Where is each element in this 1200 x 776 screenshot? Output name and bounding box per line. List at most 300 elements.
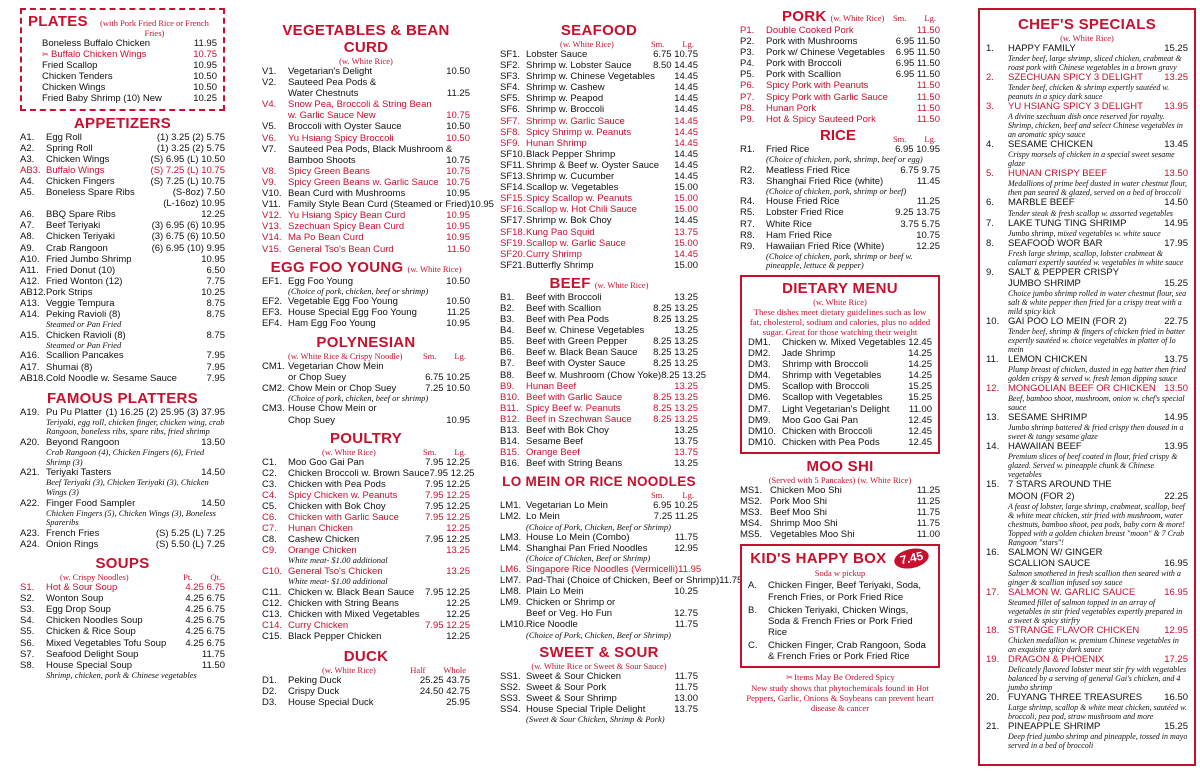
item-code: A24. bbox=[20, 538, 40, 550]
item-price: 7.95 bbox=[206, 372, 225, 384]
menu-item bbox=[262, 166, 470, 177]
menu-item bbox=[262, 77, 470, 88]
column-1 bbox=[20, 8, 225, 770]
item-description: (Choice of chicken, pork, shrimp or beef) bbox=[766, 185, 907, 196]
item-code: SF8. bbox=[500, 126, 521, 138]
item-code: 18. bbox=[986, 624, 1000, 636]
item-name: Hunan Pork bbox=[766, 102, 817, 114]
item-code: C7. bbox=[262, 523, 277, 535]
duck-col-whole: Whole bbox=[443, 665, 466, 676]
item-code: 1. bbox=[986, 43, 994, 54]
menu-item bbox=[500, 138, 698, 149]
item-name: Spring Roll bbox=[46, 142, 93, 154]
menu-item bbox=[20, 638, 225, 649]
item-price: 13.50 bbox=[1164, 383, 1188, 395]
menu-item bbox=[20, 176, 225, 187]
item-code: V14. bbox=[262, 232, 282, 244]
menu-item bbox=[20, 143, 225, 154]
menu-item bbox=[20, 582, 225, 593]
item-name: Chicken with String Beans bbox=[288, 597, 399, 609]
item-name: Chicken or Shrimp or bbox=[526, 597, 616, 609]
menu-item bbox=[20, 276, 225, 287]
menu-item bbox=[986, 441, 1188, 452]
item-code: A20. bbox=[20, 437, 40, 448]
item-name: PINEAPPLE SHRIMP bbox=[1008, 721, 1101, 733]
item-name: Orange Beef bbox=[526, 447, 580, 459]
item-name: Spicy Pork with Peanuts bbox=[766, 80, 869, 92]
menu-item bbox=[20, 198, 225, 209]
item-name: Chow Mein or Chop Suey bbox=[288, 382, 397, 394]
item-code: A19. bbox=[20, 406, 40, 418]
item-name: Hot & Sour Soup bbox=[46, 582, 118, 594]
item-description: Tender beef, shrimp & fingers of chicken fried in batter expertly sautéed w. choice vegetables in platter of lo mein bbox=[1008, 327, 1186, 355]
item-name: Veggie Tempura bbox=[46, 297, 115, 309]
menu-item bbox=[262, 686, 470, 697]
item-price: 14.45 bbox=[674, 159, 698, 171]
item-description: Beef Teriyaki (3), Chicken Teriyaki (3), Chicken Wings (3) bbox=[46, 477, 209, 497]
item-name: General Tso's Chicken bbox=[288, 566, 383, 578]
menu-item bbox=[500, 597, 698, 608]
item-name: Orange Chicken bbox=[288, 545, 357, 557]
item-price: 8.25 13.25 bbox=[653, 314, 698, 326]
menu-item bbox=[262, 221, 470, 232]
menu-item bbox=[740, 92, 940, 103]
item-name: Crispy Duck bbox=[288, 686, 340, 698]
item-name: SALMON W. GARLIC SAUCE bbox=[1008, 586, 1136, 598]
item-price: 15.25 bbox=[908, 392, 932, 404]
item-code bbox=[262, 372, 288, 383]
item-price: 10.75 bbox=[446, 176, 470, 188]
item-name: Fried Baby Shrimp (10) New bbox=[42, 93, 162, 105]
item-description: (Choice of pork, chicken, beef or shrimp) bbox=[288, 285, 429, 296]
item-code: EF4. bbox=[262, 318, 283, 330]
menu-item bbox=[500, 160, 698, 171]
item-code: S4. bbox=[20, 615, 35, 627]
item-name: Mixed Vegetables Tofu Soup bbox=[46, 637, 167, 649]
item-code: SF21. bbox=[500, 259, 526, 271]
menu-item bbox=[986, 587, 1188, 598]
item-description: White meat- $1.00 additional bbox=[288, 576, 388, 587]
menu-item bbox=[20, 265, 225, 276]
pork-subtitle: (w. White Rice) bbox=[830, 13, 885, 23]
dietary-subtitle: (w. White Rice) bbox=[813, 296, 867, 307]
item-name: Chicken Wings bbox=[42, 82, 106, 94]
menu-item bbox=[500, 116, 698, 127]
menu-item bbox=[262, 523, 470, 534]
item-price: 10.95 bbox=[446, 232, 470, 244]
item-name: White Rice bbox=[766, 218, 812, 230]
menu-item bbox=[20, 362, 225, 373]
kids-option bbox=[748, 640, 932, 662]
item-code: R5. bbox=[740, 207, 755, 219]
lomein-col-sm: Sm. bbox=[650, 490, 665, 501]
item-description: Teriyaki, egg roll, chicken finger, chicken wing, crab Rangoon, boneless ribs, spare ribs, fried shrimp bbox=[46, 416, 225, 437]
item-price: 7.95 12.25 bbox=[425, 456, 470, 468]
item-price: 14.25 bbox=[908, 370, 932, 382]
item-price: 8.50 14.45 bbox=[653, 60, 698, 72]
item-name: JUMBO SHRIMP bbox=[1008, 277, 1081, 289]
item-price: (S) 5.50 (L) 7.25 bbox=[155, 538, 225, 550]
kids-option-code: A. bbox=[748, 580, 757, 592]
item-code: LM9. bbox=[500, 597, 522, 609]
item-description: Deep fried jumbo shrimp and pineapple, tossed in mayo served in a bed of broccoli bbox=[1008, 732, 1188, 751]
item-price: (6) 6.95 (10) 9.95 bbox=[151, 242, 225, 254]
menu-item bbox=[740, 529, 940, 540]
menu-item bbox=[500, 127, 698, 138]
item-code bbox=[500, 608, 526, 619]
item-code: DM3. bbox=[748, 359, 771, 371]
menu-item bbox=[986, 491, 1188, 502]
polynesian-subtitle: (w. White Rice & Crispy Noodle) bbox=[288, 350, 403, 361]
item-name: Crab Rangoon bbox=[46, 242, 108, 254]
item-price: 10.50 bbox=[193, 82, 217, 94]
item-name: Sweet & Sour Shrimp bbox=[526, 693, 617, 705]
item-price: 7.95 12.25 bbox=[425, 620, 470, 632]
menu-item bbox=[20, 373, 225, 384]
item-description: Crab Rangoon (4), Chicken Fingers (6), Fried Shrimp (3) bbox=[46, 447, 205, 467]
plates-section bbox=[20, 8, 225, 111]
menu-item bbox=[262, 631, 470, 642]
item-code: SF2. bbox=[500, 60, 521, 72]
item-code: R7. bbox=[740, 218, 755, 230]
item-code: D2. bbox=[262, 686, 277, 698]
item-name: Pu Pu Platter bbox=[46, 406, 102, 418]
vegetables-subtitle: (w. White Rice) bbox=[339, 56, 393, 66]
item-name: Ma Po Bean Curd bbox=[288, 232, 364, 244]
item-code: A4. bbox=[20, 175, 35, 187]
item-code: CM2. bbox=[262, 382, 285, 394]
kids-option-code: C. bbox=[748, 639, 758, 651]
item-name: Family Style Bean Curd (Steamed or Fried) bbox=[288, 199, 471, 211]
menu-item bbox=[20, 209, 225, 220]
item-price: 14.95 bbox=[1164, 412, 1188, 424]
item-price: 11.25 bbox=[916, 496, 940, 507]
item-name: MONGOLIAN BEEF OR CHICKEN bbox=[1008, 383, 1156, 395]
item-name: Chicken Fingers bbox=[46, 175, 115, 187]
item-name: Chicken Ravioli (8) bbox=[46, 329, 126, 341]
item-price: 7.95 12.25 bbox=[425, 534, 470, 546]
item-price: 14.50 bbox=[201, 497, 225, 509]
item-code: B1. bbox=[500, 291, 515, 303]
item-price: 11.50 bbox=[916, 113, 940, 125]
beef-title: BEEF bbox=[549, 274, 591, 292]
item-price: 14.95 bbox=[1164, 217, 1188, 229]
menu-item bbox=[20, 350, 225, 361]
item-description: A feast of lobster, large shrimp, crabmeat, scallop, beef & white meat chicken, stir fried with mushroom, water chestnuts, bamboo shoot, pea pods, baby corn & more! Topped with a golden chicken breast "moon" & 7 Crab Rangoon "stars"! bbox=[1008, 501, 1185, 547]
item-price: 7.95 bbox=[206, 361, 225, 373]
item-price: 12.25 bbox=[201, 209, 225, 221]
menu-item bbox=[500, 71, 698, 82]
item-code: SF11. bbox=[500, 159, 525, 171]
seafood-col-sm: Sm. bbox=[650, 39, 665, 49]
item-name: SALMON W/ GINGER bbox=[1008, 546, 1103, 558]
poultry-title: POULTRY bbox=[329, 429, 403, 447]
menu-item bbox=[262, 121, 470, 132]
item-price: 11.95 bbox=[193, 38, 217, 49]
item-description: Tender steak & fresh scallop w. assorted vegetables bbox=[1008, 208, 1174, 218]
item-price: 13.45 bbox=[1164, 139, 1188, 151]
item-name: Egg Roll bbox=[46, 131, 82, 143]
menu-item bbox=[262, 361, 470, 372]
menu-item bbox=[986, 267, 1188, 278]
item-name: Shanghai Pan Fried Noodles bbox=[526, 543, 648, 555]
item-code bbox=[20, 198, 46, 209]
menu-item bbox=[20, 220, 225, 231]
item-name: Chicken with Pea Pods bbox=[782, 436, 880, 448]
mooshi-title: MOO SHI bbox=[806, 457, 874, 475]
item-code: V9. bbox=[262, 176, 277, 188]
item-code: SF19. bbox=[500, 237, 526, 249]
item-name: SESAME SHRIMP bbox=[1008, 412, 1088, 424]
item-price: (S) 6.95 (L) 10.50 bbox=[150, 153, 225, 165]
item-code: A11. bbox=[20, 264, 39, 276]
menu-item bbox=[262, 110, 470, 121]
item-code: DM1. bbox=[748, 336, 771, 348]
item-price: 25.95 bbox=[446, 697, 470, 709]
item-code: V12. bbox=[262, 210, 282, 222]
item-price: 14.25 bbox=[908, 359, 932, 371]
item-name: Vegetables Moo Shi bbox=[770, 529, 855, 541]
item-name: Ham Egg Foo Young bbox=[288, 318, 376, 330]
item-code: A23. bbox=[20, 527, 40, 539]
item-code: P6. bbox=[740, 80, 755, 92]
item-description: Salmon smothered in fresh scallion then seared with a ginger & scallion infused soy sauce bbox=[1008, 568, 1181, 587]
item-name: Black Pepper Chicken bbox=[288, 631, 382, 643]
item-price: 4.25 6.75 bbox=[185, 615, 225, 627]
item-code: A6. bbox=[20, 209, 35, 221]
duck-col-half: Half bbox=[410, 665, 426, 676]
item-price: 11.75 bbox=[674, 532, 698, 544]
item-description: (Choice of Pork, Chicken, Beef or Shrimp) bbox=[526, 521, 671, 532]
item-price: 6.95 11.50 bbox=[895, 69, 940, 81]
menu-item bbox=[740, 58, 940, 69]
item-name: Beef with Oyster Sauce bbox=[526, 358, 626, 370]
item-code: 4. bbox=[986, 139, 994, 151]
item-name: Beef with Pea Pods bbox=[526, 314, 609, 326]
item-code: R3. bbox=[740, 175, 755, 187]
menu-item bbox=[20, 615, 225, 626]
item-price: 11.45 bbox=[916, 175, 940, 187]
menu-item bbox=[740, 196, 940, 207]
soups-subtitle: (w. Crispy Noodles) bbox=[60, 572, 129, 583]
item-price: 10.50 bbox=[446, 66, 470, 77]
menu-item bbox=[740, 103, 940, 114]
menu-item bbox=[262, 144, 470, 155]
item-name: Double Cooked Pork bbox=[766, 25, 854, 36]
item-price: 8.75 bbox=[206, 297, 225, 309]
item-name: Shrimp w. Garlic Sauce bbox=[526, 115, 625, 127]
item-code: B7. bbox=[500, 358, 515, 370]
item-price: 10.95 bbox=[446, 221, 470, 233]
item-code bbox=[986, 558, 1008, 569]
item-price: 11.00 bbox=[908, 403, 932, 415]
item-price: 10.25 bbox=[193, 93, 217, 105]
item-code: B12. bbox=[500, 413, 520, 425]
item-price: 7.95 12.25 bbox=[425, 512, 470, 524]
item-name: SCALLION SAUCE bbox=[1008, 557, 1091, 569]
item-code: EF2. bbox=[262, 296, 283, 308]
poultry-subtitle: (w. White Rice) bbox=[322, 446, 376, 457]
item-code: SF17. bbox=[500, 215, 526, 227]
item-price: 13.25 bbox=[674, 325, 698, 337]
menu-item bbox=[748, 348, 932, 359]
item-name: Pork with Scallion bbox=[766, 69, 841, 81]
item-price: 6.95 10.25 bbox=[653, 500, 698, 512]
item-code bbox=[262, 110, 288, 121]
item-price: 17.25 bbox=[1164, 653, 1188, 665]
item-code: SF16. bbox=[500, 204, 526, 216]
menu-item bbox=[986, 218, 1188, 229]
item-code: SF15. bbox=[500, 193, 526, 205]
soups-col-qt: Qt. bbox=[210, 572, 221, 583]
item-code: 15. bbox=[986, 479, 1000, 491]
item-name: Rice Noodle bbox=[526, 619, 578, 631]
item-name: Beef Moo Shi bbox=[770, 507, 828, 519]
item-description: (Sweet & Sour Chicken, Shrimp & Pork) bbox=[526, 714, 665, 725]
menu-item bbox=[262, 490, 470, 501]
item-name: LAKE TUNG TING SHRIMP bbox=[1008, 217, 1127, 229]
menu-item bbox=[262, 534, 470, 545]
item-price: 6.75 10.75 bbox=[653, 49, 698, 60]
item-price: 11.25 bbox=[446, 307, 470, 319]
menu-item bbox=[262, 296, 470, 307]
item-name: Pork with Mushrooms bbox=[766, 36, 858, 48]
item-name: Shrimp w. Peapod bbox=[526, 93, 604, 105]
item-price: 14.45 bbox=[674, 248, 698, 260]
item-name: Fried Donut (10) bbox=[46, 264, 116, 276]
item-name: Beef with Broccoli bbox=[526, 291, 602, 303]
item-name: Shrimp w. Cucumber bbox=[526, 171, 615, 183]
item-name: Beef w. Black Bean Sauce bbox=[526, 347, 638, 359]
item-code: LM4. bbox=[500, 543, 522, 555]
item-name: Vegetable Egg Foo Young bbox=[288, 296, 398, 308]
item-name: SALT & PEPPER CRISPY bbox=[1008, 266, 1120, 278]
item-price: 12.25 bbox=[446, 631, 470, 643]
item-code: SF14. bbox=[500, 182, 526, 194]
item-price: 4.25 6.75 bbox=[185, 637, 225, 649]
menu-item bbox=[748, 337, 932, 348]
item-price: (S-8oz) 7.50 bbox=[172, 187, 225, 199]
item-code: P3. bbox=[740, 47, 755, 59]
item-price: 15.25 bbox=[1164, 43, 1188, 54]
pork-col-lg: Lg. bbox=[924, 13, 936, 23]
menu-item bbox=[748, 381, 932, 392]
item-price: 10.50 bbox=[446, 275, 470, 287]
dietary-section bbox=[740, 275, 940, 454]
item-price: 11.75 bbox=[916, 507, 940, 519]
menu-item bbox=[500, 82, 698, 93]
item-code: DM6. bbox=[748, 392, 771, 404]
item-code: C12. bbox=[262, 597, 283, 609]
menu-item bbox=[500, 500, 698, 511]
item-price: 7.95 12.25 bbox=[429, 467, 475, 479]
item-name: SESAME CHICKEN bbox=[1008, 139, 1093, 151]
item-name: Vegetarian Chow Mein bbox=[288, 360, 384, 372]
item-name: Egg Foo Young bbox=[288, 275, 353, 287]
item-code: A14. bbox=[20, 309, 40, 321]
item-price: 8.25 13.25 bbox=[653, 402, 698, 414]
item-price: 22.25 bbox=[1164, 490, 1188, 502]
item-name: Boneless Buffalo Chicken bbox=[42, 38, 151, 49]
item-description: Jumbo shrimp, mixed vegetables w. white sauce bbox=[1008, 228, 1161, 238]
item-name: DRAGON & PHOENIX bbox=[1008, 653, 1105, 665]
item-code: MS1. bbox=[740, 484, 763, 496]
item-code: C2. bbox=[262, 467, 277, 479]
poultry-col-sm: Sm. bbox=[422, 446, 437, 457]
menu-item bbox=[740, 114, 940, 125]
seafood-subtitle: (w. White Rice) bbox=[560, 39, 614, 49]
item-code: C3. bbox=[262, 478, 277, 490]
item-price: 15.00 bbox=[674, 204, 698, 216]
item-price: 11.00 bbox=[916, 529, 940, 541]
item-name: Moo Goo Gai Pan bbox=[288, 456, 365, 468]
column-4 bbox=[740, 8, 940, 770]
item-price: 10.95 bbox=[193, 60, 217, 72]
item-name: Hunan Chicken bbox=[288, 523, 353, 535]
menu-item bbox=[262, 210, 470, 221]
soups-title: SOUPS bbox=[95, 555, 150, 573]
item-code bbox=[986, 278, 1008, 289]
item-code: C15. bbox=[262, 631, 283, 643]
menu-item bbox=[740, 25, 940, 36]
menu-item bbox=[500, 447, 698, 458]
item-code: V1. bbox=[262, 66, 277, 77]
item-code: A22. bbox=[20, 497, 40, 509]
menu-item bbox=[500, 511, 698, 522]
kids-section bbox=[740, 544, 940, 668]
item-name: House Special Triple Delight bbox=[526, 704, 646, 716]
item-price: 4.25 6.75 bbox=[185, 593, 225, 605]
item-name: Ham Fried Rice bbox=[766, 229, 832, 241]
item-price: 12.75 bbox=[674, 608, 698, 620]
item-code: SF5. bbox=[500, 93, 521, 105]
item-price: 10.25 bbox=[201, 286, 225, 298]
item-name: Scallop with Broccoli bbox=[782, 381, 870, 393]
item-code: LM10. bbox=[500, 619, 527, 631]
item-name: SZECHUAN SPICY 3 DELIGHT bbox=[1008, 72, 1143, 84]
item-code: B10. bbox=[500, 391, 520, 403]
menu-item bbox=[500, 314, 698, 325]
item-name: Spicy Scallop w. Peanuts bbox=[526, 193, 633, 205]
eggfoo-subtitle: (w. White Rice) bbox=[407, 263, 462, 274]
item-code: 7. bbox=[986, 217, 994, 229]
item-price: 4.25 6.75 bbox=[185, 626, 225, 638]
menu-item bbox=[20, 539, 225, 550]
item-code: V4. bbox=[262, 99, 277, 111]
item-name: HAPPY FAMILY bbox=[1008, 43, 1076, 54]
menu-item bbox=[748, 437, 932, 448]
menu-item bbox=[262, 66, 470, 77]
item-code: 8. bbox=[986, 237, 994, 249]
item-price: 11.95 bbox=[678, 563, 702, 575]
item-price: 12.95 bbox=[1164, 624, 1188, 636]
item-name: Chicken Broccoli w. Brown Sauce bbox=[288, 467, 430, 479]
item-price: 8.25 13.25 bbox=[653, 336, 698, 348]
item-price: 12.45 bbox=[908, 436, 932, 448]
item-price: 11.75 bbox=[674, 619, 698, 631]
menu-item bbox=[500, 575, 743, 587]
item-code: S3. bbox=[20, 604, 35, 616]
item-code: 21. bbox=[986, 721, 1000, 733]
menu-item bbox=[986, 168, 1188, 179]
menu-item bbox=[986, 383, 1188, 394]
item-price: 14.45 bbox=[674, 171, 698, 183]
item-description: (Choice of chicken, pork, shrimp or beef w. pineapple, lettuce & pepper) bbox=[766, 250, 913, 271]
item-price: (3) 6.75 (6) 10.50 bbox=[151, 231, 225, 243]
item-name: MOON (FOR 2) bbox=[1008, 490, 1075, 502]
item-code: A15. bbox=[20, 329, 40, 341]
item-name: Finger Food Sampler bbox=[46, 497, 136, 509]
